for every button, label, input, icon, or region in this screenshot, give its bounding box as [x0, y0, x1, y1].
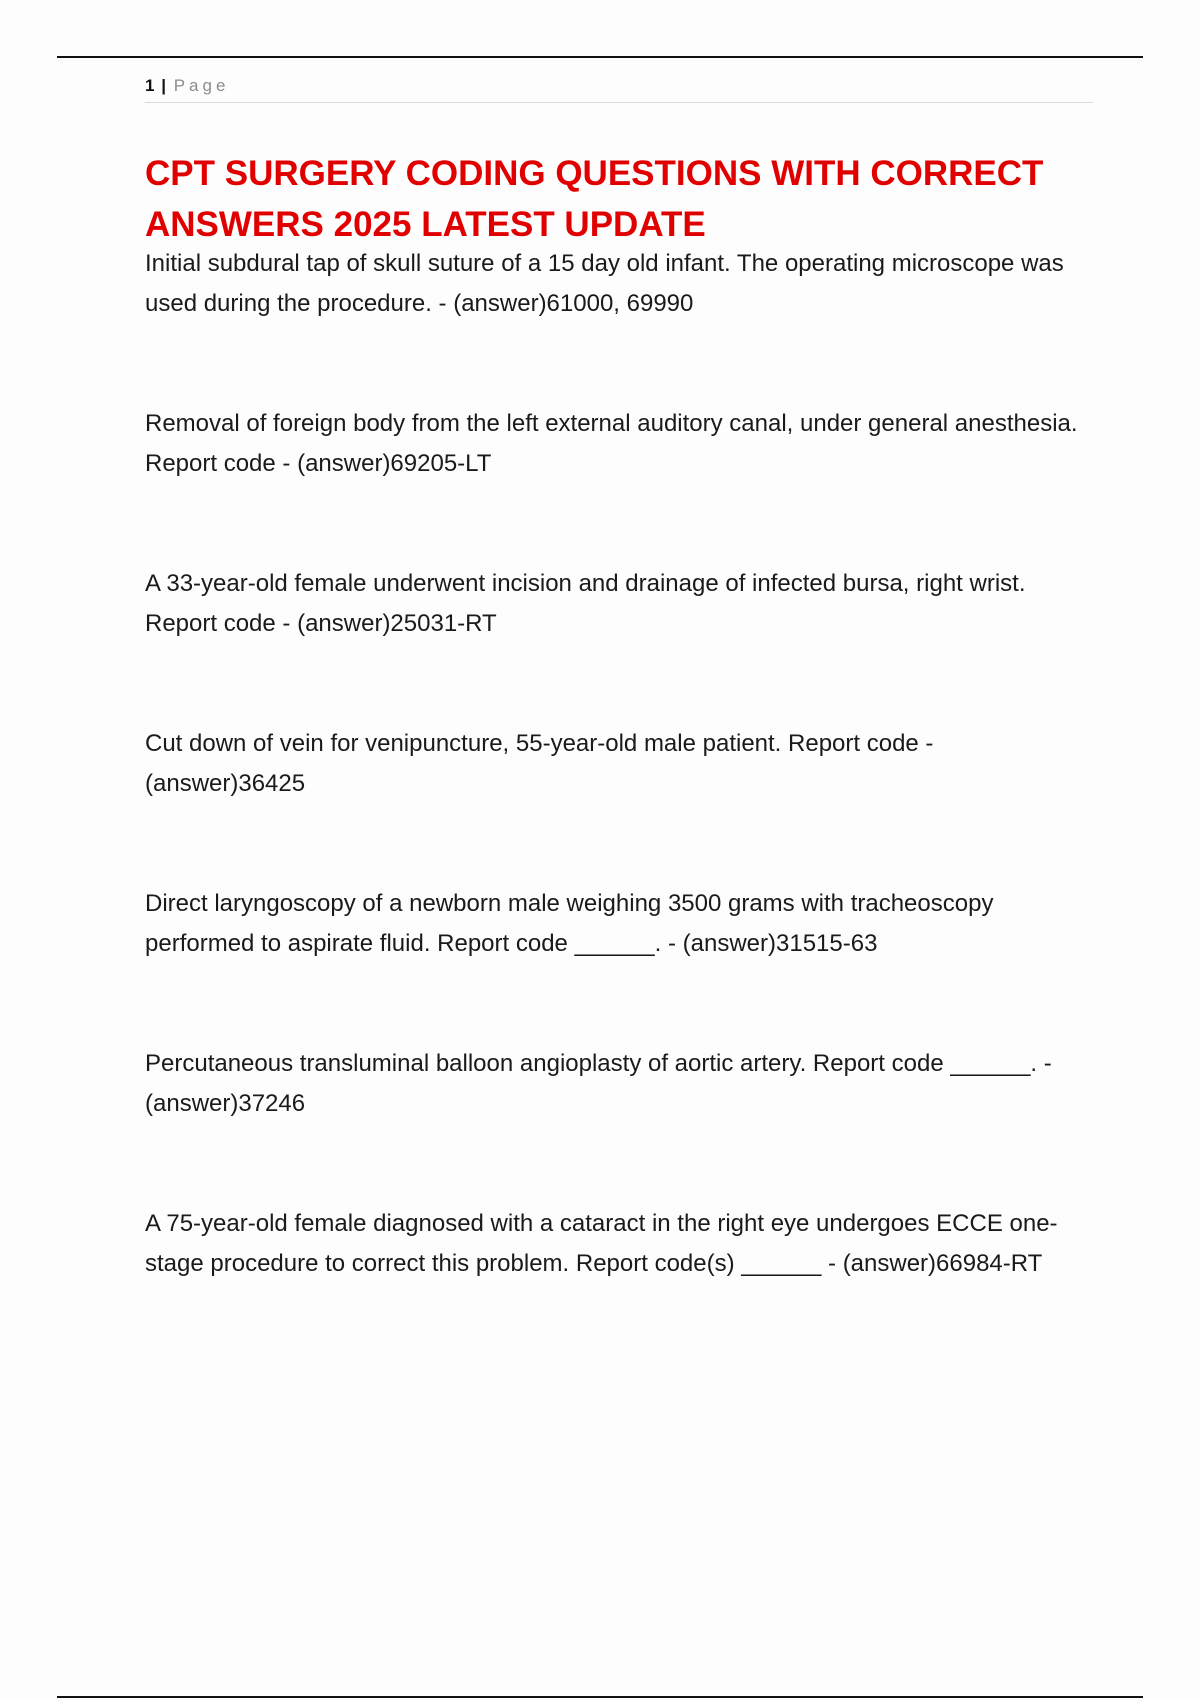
- page-number: 1: [145, 76, 155, 95]
- qa-answer: (answer)69205-LT: [297, 450, 492, 477]
- bottom-border-rule: [57, 1696, 1143, 1698]
- qa-answer: (answer)31515-63: [682, 930, 878, 957]
- qa-answer: (answer)61000, 69990: [453, 290, 694, 317]
- page-header: [145, 74, 1093, 103]
- document-title: CPT SURGERY CODING QUESTIONS WITH CORRECT ANSWERS 2025 LATEST UPDATE: [145, 154, 1044, 244]
- qa-item: [145, 1204, 1085, 1284]
- qa-question: A 33-year-old female underwent incision and drainage of infected bursa, right wrist. Report code -: [145, 570, 1026, 637]
- qa-answer: (answer)37246: [145, 1090, 306, 1117]
- page-separator: |: [161, 76, 166, 95]
- qa-question: Percutaneous transluminal balloon angioplasty of aortic artery. Report code ______. -: [145, 1050, 1052, 1077]
- qa-question: Direct laryngoscopy of a newborn male weighing 3500 grams with tracheoscopy performed to aspirate fluid. Report code ______. -: [145, 890, 994, 957]
- top-border-rule: [57, 56, 1143, 58]
- qa-item: [145, 404, 1085, 484]
- page-label: Page: [173, 76, 230, 95]
- qa-answer: (answer)36425: [145, 770, 306, 797]
- qa-question: Removal of foreign body from the left external auditory canal, under general anesthesia. Report code -: [145, 410, 1078, 477]
- qa-question: Cut down of vein for venipuncture, 55-year-old male patient. Report code -: [145, 730, 934, 757]
- qa-item: [145, 884, 1085, 964]
- qa-item: [145, 564, 1085, 644]
- qa-answer: (answer)66984-RT: [842, 1250, 1043, 1277]
- qa-question: Initial subdural tap of skull suture of a 15 day old infant. The operating microscope was used during the procedure. -: [145, 250, 1064, 317]
- qa-item: [145, 244, 1085, 324]
- qa-question: A 75-year-old female diagnosed with a cataract in the right eye undergoes ECCE one-stage procedure to correct this problem. Report code(s) ______ -: [145, 1210, 1058, 1277]
- qa-answer: (answer)25031-RT: [297, 610, 497, 637]
- qa-item: [145, 724, 1085, 804]
- qa-item: [145, 1044, 1085, 1124]
